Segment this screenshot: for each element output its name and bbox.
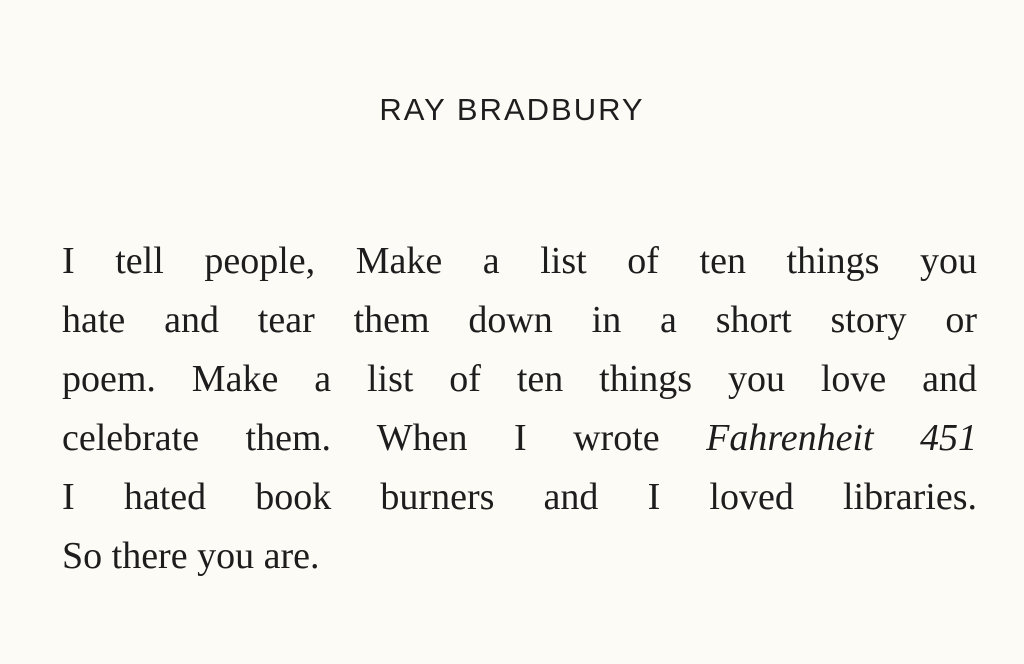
book-title: Fahrenheit 451 [706,417,978,459]
author-heading: RAY BRADBURY [379,92,645,127]
quote-line-5: I hated book burners and I loved libraries. [62,476,977,518]
quote-line-6: So there you are. [62,535,320,577]
quote-line-4-text: celebrate them. When I wrote [62,417,707,459]
quote-line-2: hate and tear them down in a short story or [62,299,977,341]
quote-line-1: I tell people, Make a list of ten things you [62,240,977,282]
quote-text [62,232,977,586]
quote-line-4 [62,409,977,468]
quote-line-3: poem. Make a list of ten things you love and [62,358,977,400]
